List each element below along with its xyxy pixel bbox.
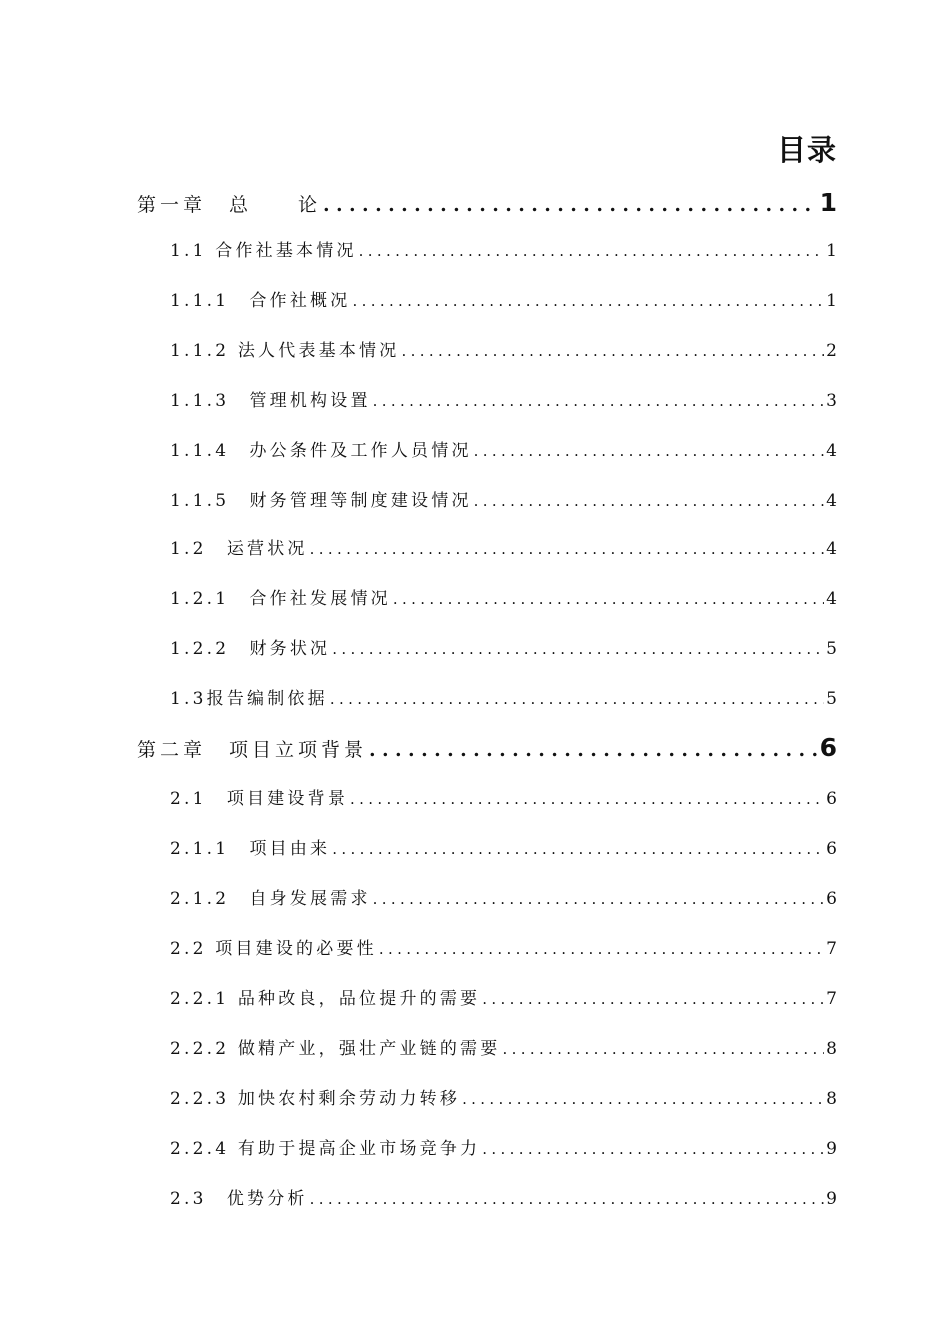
toc-section-entry[interactable] <box>170 984 837 1014</box>
toc-page-number: 4 <box>826 491 837 511</box>
toc-page-number: 2 <box>826 341 837 361</box>
toc-dot-leader <box>474 442 825 460</box>
toc-entry-title: 2.1.2 自身发展需求 <box>170 889 371 909</box>
toc-entry-title: 1.2 运营状况 <box>170 539 308 559</box>
toc-entry-title: 第一章 总 论 <box>137 194 322 216</box>
toc-chapter-entry[interactable] <box>137 188 837 222</box>
toc-section-entry[interactable] <box>170 534 837 564</box>
toc-entry-title: 1.1.1 合作社概况 <box>170 291 351 311</box>
toc-section-entry[interactable] <box>170 486 837 516</box>
toc-section-entry[interactable] <box>170 1134 837 1164</box>
toc-section-entry[interactable] <box>170 386 837 416</box>
toc-dot-leader <box>482 1140 824 1158</box>
toc-title: 目录 <box>776 133 837 167</box>
toc-page-number: 7 <box>826 989 837 1009</box>
toc-entry-title: 2.2.3 加快农村剩余劳动力转移 <box>170 1089 461 1109</box>
toc-entry-title: 1.1.5 财务管理等制度建设情况 <box>170 491 472 511</box>
toc-dot-leader <box>393 590 824 608</box>
toc-dot-leader <box>401 342 824 360</box>
toc-dot-leader <box>310 540 825 558</box>
toc-entry-title: 1.1.4 办公条件及工作人员情况 <box>170 441 472 461</box>
toc-section-entry[interactable] <box>170 784 837 814</box>
toc-section-entry[interactable] <box>170 634 837 664</box>
toc-section-entry[interactable] <box>170 286 837 316</box>
toc-page-number: 4 <box>826 441 837 461</box>
toc-section-entry[interactable] <box>170 1184 837 1214</box>
toc-entry-title: 1.3报告编制依据 <box>170 689 328 709</box>
toc-page-number: 6 <box>826 839 837 859</box>
toc-dot-leader <box>359 242 825 260</box>
toc-page-number: 4 <box>826 539 837 559</box>
toc-entry-title: 2.1 项目建设背景 <box>170 789 349 809</box>
toc-entry-title: 第二章 项目立项背景 <box>137 739 368 761</box>
toc-entry-title: 1.2.1 合作社发展情况 <box>170 589 391 609</box>
toc-page-number: 1 <box>826 241 837 261</box>
toc-entry-title: 1.1 合作社基本情况 <box>170 241 357 261</box>
toc-dot-leader <box>379 940 824 958</box>
toc-page-number: 6 <box>826 789 837 809</box>
toc-page-number: 6 <box>819 733 837 762</box>
toc-entry-title: 2.3 优势分析 <box>170 1189 308 1209</box>
toc-section-entry[interactable] <box>170 834 837 864</box>
toc-dot-leader <box>332 640 824 658</box>
toc-dot-leader <box>352 292 824 310</box>
toc-entry-title: 1.1.3 管理机构设置 <box>170 391 371 411</box>
toc-section-entry[interactable] <box>170 884 837 914</box>
toc-page-number: 5 <box>826 689 837 709</box>
toc-entry-title: 2.2.2 做精产业，强壮产业链的需要 <box>170 1039 501 1059</box>
toc-dot-leader <box>482 990 824 1008</box>
toc-page-number: 8 <box>826 1039 837 1059</box>
toc-page-number: 9 <box>826 1139 837 1159</box>
toc-section-entry[interactable] <box>170 436 837 466</box>
toc-dot-leader <box>350 790 824 808</box>
toc-entry-title: 2.2.1 品种改良，品位提升的需要 <box>170 989 481 1009</box>
toc-page-number: 8 <box>826 1089 837 1109</box>
toc-entry-title: 1.1.2 法人代表基本情况 <box>170 341 400 361</box>
toc-page-number: 4 <box>826 589 837 609</box>
toc-section-entry[interactable] <box>170 584 837 614</box>
toc-section-entry[interactable] <box>170 934 837 964</box>
toc-dot-leader <box>462 1090 824 1108</box>
toc-dot-leader <box>330 690 824 708</box>
toc-section-entry[interactable] <box>170 1034 837 1064</box>
toc-page-number: 1 <box>826 291 837 311</box>
toc-entry-title: 2.1.1 项目由来 <box>170 839 331 859</box>
toc-page-number: 6 <box>826 889 837 909</box>
toc-entry-title: 2.2 项目建设的必要性 <box>170 939 377 959</box>
toc-dot-leader <box>474 492 825 510</box>
toc-dot-leader <box>323 194 818 216</box>
toc-page-number: 3 <box>826 391 837 411</box>
toc-page-number: 9 <box>826 1189 837 1209</box>
toc-section-entry[interactable] <box>170 684 837 714</box>
toc-section-entry[interactable] <box>170 1084 837 1114</box>
toc-dot-leader <box>373 890 825 908</box>
toc-dot-leader <box>332 840 824 858</box>
toc-dot-leader <box>373 392 825 410</box>
toc-section-entry[interactable] <box>170 236 837 266</box>
toc-entry-title: 2.2.4 有助于提高企业市场竞争力 <box>170 1139 481 1159</box>
toc-section-entry[interactable] <box>170 336 837 366</box>
toc-chapter-entry[interactable] <box>137 733 837 767</box>
toc-entry-title: 1.2.2 财务状况 <box>170 639 331 659</box>
toc-dot-leader <box>310 1190 825 1208</box>
toc-dot-leader <box>369 739 818 761</box>
toc-page-number: 7 <box>826 939 837 959</box>
toc-page-number: 1 <box>819 188 837 217</box>
toc-dot-leader <box>502 1040 824 1058</box>
toc-page-number: 5 <box>826 639 837 659</box>
